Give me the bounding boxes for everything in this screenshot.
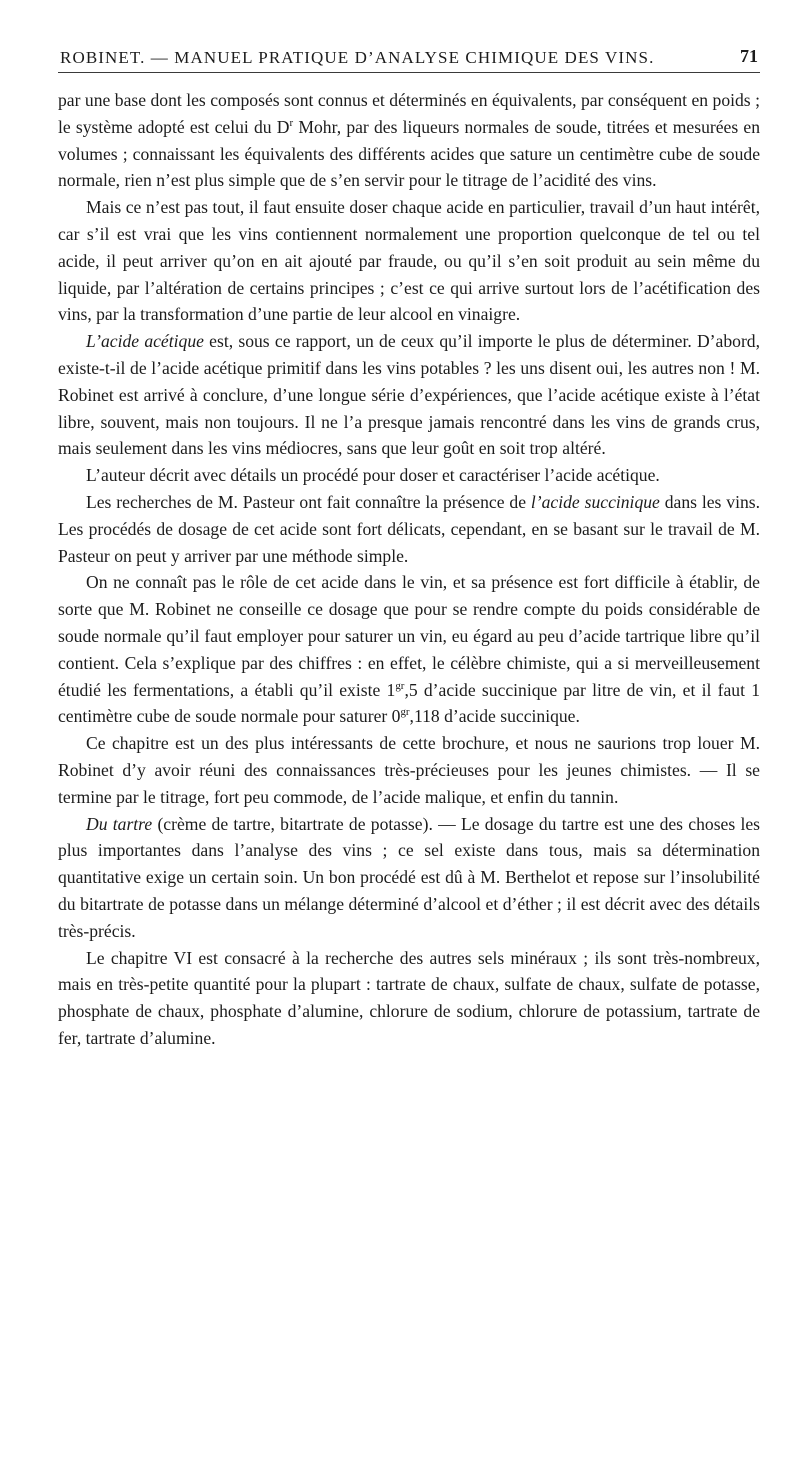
paragraph bbox=[58, 328, 760, 462]
page-number: 71 bbox=[740, 46, 758, 66]
text-run: Mais ce n’est pas tout, il faut ensuite doser chaque acide en particulier, travail d’un haut intérêt, car s’il est vrai que les vins contiennent normalement une proportion quelconque de tel ou tel acide, il peut arriver qu’on en ait ajouté par fraude, ou qu’il s’en soit produit au sein même du liquide, par l’altération de certains principes ; c’est ce qui arrive surtout lors de l’acétification des vins, par la transformation d’une partie de leur alcool en vinaigre. bbox=[58, 197, 760, 325]
paragraph bbox=[58, 87, 760, 194]
paragraph bbox=[58, 489, 760, 569]
text-run: Le chapitre VI est consacré à la recherche des autres sels minéraux ; ils sont très-nombreux, mais en très-petite quantité pour la plupart : tartrate de chaux, sulfate de chaux, sulfate de potasse, phosphate de chaux, phosphate d’alumine, chlorure de sodium, chlorure de potassium, tartrate de fer, tartrate d’alumine. bbox=[58, 947, 760, 1048]
paragraph bbox=[58, 569, 760, 730]
running-title: ROBINET. — MANUEL PRATIQUE D’ANALYSE CHIMIQUE DES VINS. bbox=[60, 48, 655, 67]
text-run: Mohr, par des liqueurs normales de soude, titrées et mesurées en volumes ; connaissant les équivalents des différents acides que sature un centimètre cube de soude normale, rien n’est plus simple que de s’en servir pour le titrage de l’acidité des vins. bbox=[58, 116, 760, 191]
superscript-text: r bbox=[289, 116, 294, 129]
italic-text: L’acide acétique bbox=[86, 331, 204, 352]
text-run: (crème de tartre, bitartrate de potasse). — Le dosage du tartre est une des choses les plus importantes dans l’analyse des vins ; ce sel existe dans tous, mais sa détermination quantitative exige un certain soin. Un bon procédé est dû à M. Berthelot et repose sur l’insolubilité du bitartrate de potasse dans un mélange déterminé d’alcool et d’éther ; il est décrit avec des détails très-précis. bbox=[58, 813, 760, 941]
body-text bbox=[58, 87, 760, 1052]
text-run: Les recherches de M. Pasteur ont fait connaître la présence de bbox=[86, 491, 531, 512]
text-run: est, sous ce rapport, un de ceux qu’il importe le plus de déterminer. D’abord, existe-t-il de l’acide acétique primitif dans les vins potables ? les uns disent oui, les autres non ! M. Robinet est arrivé à conclure, d’une longue série d’expériences, que l’acide acétique existe à l’état libre, souvent, mais non toujours. Il ne l’a presque jamais rencontré dans les vins de grands crus, mais seulement dans les vins médiocres, sans que leur goût en soit trop altéré. bbox=[58, 331, 760, 459]
paragraph bbox=[58, 462, 760, 489]
text-run: ,5 d’acide succinique par litre de vin, et il faut 1 centimètre cube de soude normale pour saturer 0 bbox=[58, 679, 761, 727]
text-run: On ne connaît pas le rôle de cet acide dans le vin, et sa présence est fort difficile à établir, de sorte que M. Robinet ne conseille ce dosage que pour se rendre compte du poids considérable de soude normale qu’il faut employer pour saturer un vin, eu égard au peu d’acide tartrique libre qu’il contient. Cela s’explique par des chiffres : en effet, le célèbre chimiste, qui a si merveilleusement étudié les fermentations, a établi qu’il existe 1 bbox=[58, 572, 760, 700]
italic-text: l’acide succinique bbox=[530, 491, 660, 512]
text-run: Ce chapitre est un des plus intéressants de cette brochure, et nous ne saurions trop louer M. Robinet d’y avoir réuni des connaissances très-précieuses pour les jeunes chimistes. — Il se termine par le titrage, fort peu commode, de l’acide malique, et enfin du tannin. bbox=[58, 733, 760, 807]
paragraph bbox=[58, 945, 760, 1052]
paragraph bbox=[58, 730, 760, 810]
superscript-text: gr bbox=[400, 706, 410, 719]
paragraph bbox=[58, 194, 760, 328]
superscript-text: gr bbox=[395, 679, 405, 692]
text-run: ,118 d’acide succinique. bbox=[409, 706, 580, 727]
paragraph bbox=[58, 811, 760, 945]
text-run: L’auteur décrit avec détails un procédé pour doser et caractériser l’acide acétique. bbox=[86, 465, 660, 486]
text-run: par une base dont les composés sont connus et déterminés en équivalents, par conséquent en poids ; le système adopté est celui du D bbox=[58, 90, 760, 137]
italic-text: Du tartre bbox=[86, 813, 153, 834]
running-header bbox=[58, 46, 760, 73]
text-run: dans les vins. Les procédés de dosage de cet acide sont fort délicats, cependant, en se basant sur le travail de M. Pasteur on peut y arriver par une méthode simple. bbox=[58, 491, 761, 566]
